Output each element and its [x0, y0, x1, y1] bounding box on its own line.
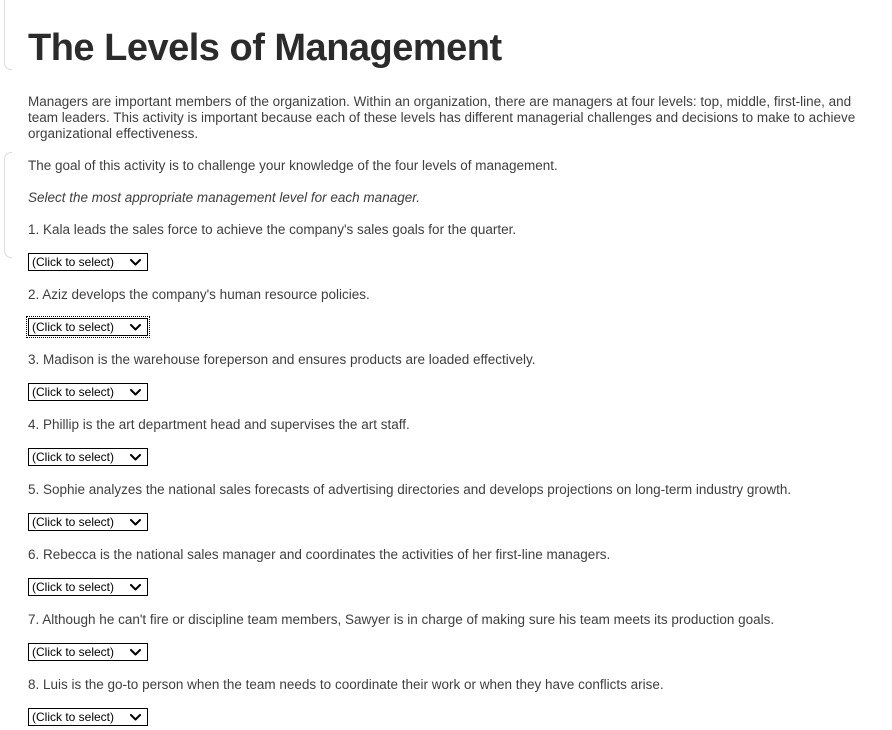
select-wrap-1	[28, 253, 148, 271]
select-wrap-6	[28, 578, 148, 596]
select-wrap-3	[28, 383, 148, 401]
management-level-select-6[interactable]	[28, 578, 148, 596]
question-row-8	[28, 677, 874, 730]
management-level-select-8[interactable]	[28, 708, 148, 726]
question-text-8: 8. Luis is the go-to person when the team needs to coordinate their work or when they have conflicts arise.	[28, 677, 664, 692]
intro-paragraph: Managers are important members of the organization. Within an organization, there are managers at four levels: top, middle, first-line, and team leaders. This activity is important because each of these levels has different managerial challenges and decisions to make to achieve organizational effectiveness.	[28, 94, 856, 141]
question-text-1: 1. Kala leads the sales force to achieve the company's sales goals for the quarter.	[28, 222, 517, 237]
question-text-7: 7. Although he can't fire or discipline team members, Sawyer is in charge of making sure his team meets its production goals.	[28, 612, 775, 627]
management-level-select-5[interactable]	[28, 513, 148, 531]
question-row-5	[28, 482, 874, 547]
question-row-6	[28, 547, 874, 612]
question-row-7	[28, 612, 874, 677]
page-title: The Levels of Management	[28, 27, 502, 69]
question-text-6: 6. Rebecca is the national sales manager and coordinates the activities of her first-line managers.	[28, 547, 611, 562]
select-wrap-2	[28, 318, 148, 336]
management-level-select-7[interactable]	[28, 643, 148, 661]
question-text-5: 5. Sophie analyzes the national sales forecasts of advertising directories and develops projections on long-term industry growth.	[28, 482, 792, 497]
question-row-3	[28, 352, 874, 417]
management-level-select-1[interactable]	[28, 253, 148, 271]
select-wrap-7	[28, 643, 148, 661]
goal-paragraph: The goal of this activity is to challenge your knowledge of the four levels of management.	[28, 158, 558, 173]
questions-list	[28, 222, 874, 730]
management-level-select-2[interactable]	[28, 318, 148, 336]
instruction-text: Select the most appropriate management level for each manager.	[28, 190, 420, 205]
question-text-2: 2. Aziz develops the company's human resource policies.	[28, 287, 370, 302]
question-text-3: 3. Madison is the warehouse foreperson and ensures products are loaded effectively.	[28, 352, 536, 367]
select-wrap-5	[28, 513, 148, 531]
management-level-select-4[interactable]	[28, 448, 148, 466]
question-row-1	[28, 222, 874, 287]
question-row-4	[28, 417, 874, 482]
question-row-2	[28, 287, 874, 352]
question-text-4: 4. Phillip is the art department head and supervises the art staff.	[28, 417, 410, 432]
select-wrap-8	[28, 708, 148, 726]
management-level-select-3[interactable]	[28, 383, 148, 401]
select-wrap-4	[28, 448, 148, 466]
